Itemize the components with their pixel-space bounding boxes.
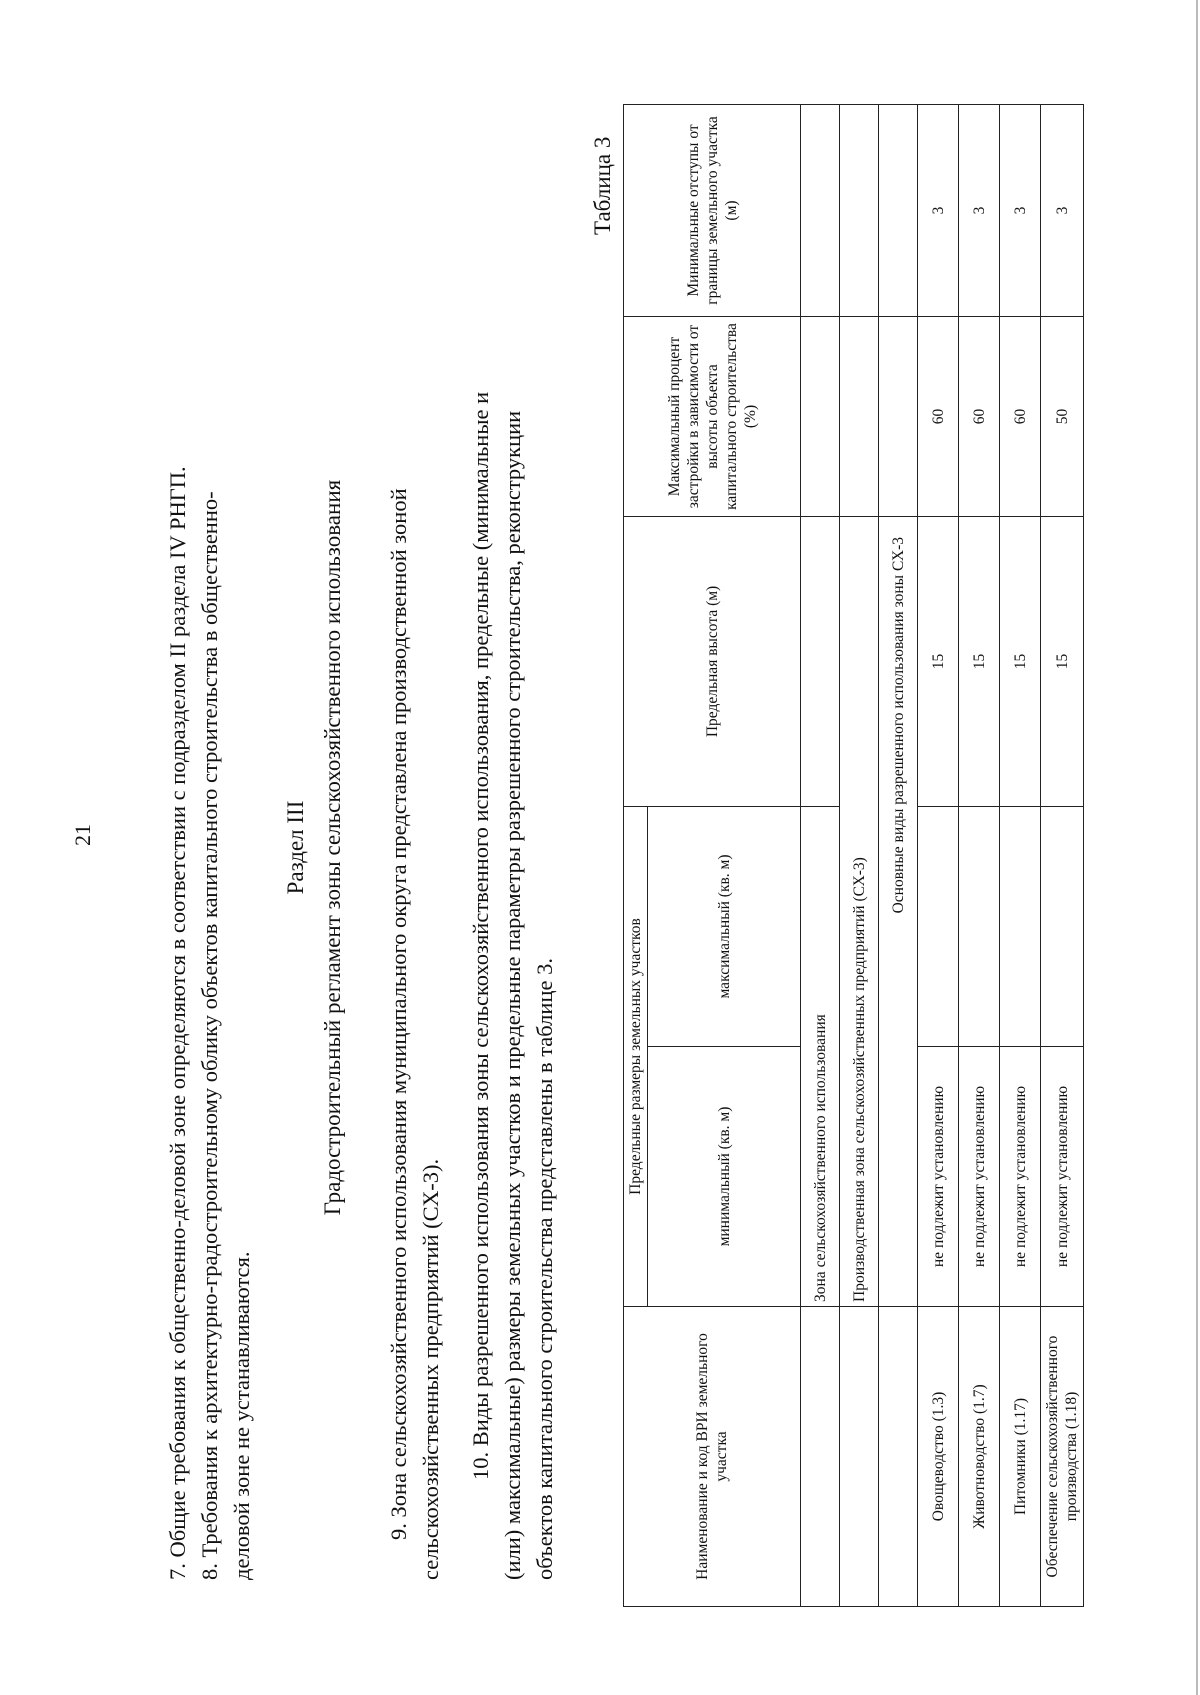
row-name: Животноводство (1.7) (959, 1307, 1000, 1607)
subzone-row-label: Производственная зона сельскохозяйственных предприятий (СХ-3) (840, 516, 879, 1306)
row-percent: 60 (959, 316, 1000, 516)
row-setback: 3 (1000, 104, 1041, 316)
paragraph-9: 9. Зона сельскохозяйственного использования муниципального округа представлена производственной зоной (386, 488, 411, 1540)
paragraph-8-cont: деловой зоне не устанавливаются. (229, 1251, 254, 1580)
table-row (1041, 104, 1084, 1606)
row-min: не подлежит установлению (1000, 1047, 1041, 1307)
row-percent: 50 (1041, 316, 1084, 516)
table-caption: Таблица 3 (590, 136, 615, 235)
row-height: 15 (1000, 516, 1041, 806)
header-min: минимальный (кв. м) (648, 1047, 801, 1307)
row-percent: 60 (918, 316, 959, 516)
section-subtitle: Градостроительный регламент зоны сельскохозяйственного использования (320, 479, 345, 1216)
row-min: не подлежит установлению (1041, 1047, 1084, 1307)
kinds-row-empty (879, 1307, 918, 1607)
row-min: не подлежит установлению (959, 1047, 1000, 1307)
row-max (1041, 806, 1084, 1046)
kinds-row (879, 104, 918, 1606)
header-sizes: Предельные размеры земельных участков (624, 806, 648, 1306)
row-name: Овощеводство (1.3) (918, 1307, 959, 1607)
subzone-row (840, 104, 879, 1606)
regulation-table (623, 104, 1084, 1607)
row-setback: 3 (959, 104, 1000, 316)
paragraph-7: 7. Общие требования к общественно-деловой зоне определяются в соответствии с подразделом II раздела IV РНГП. (165, 466, 190, 1580)
row-min: не подлежит установлению (918, 1047, 959, 1307)
paragraph-10-end: объектов капитального строительства представлены в таблице 3. (532, 958, 557, 1580)
page-number: 21 (70, 824, 95, 846)
table-row (1000, 104, 1041, 1606)
row-setback: 3 (1041, 104, 1084, 316)
header-height: Предельная высота (м) (624, 516, 801, 806)
row-height: 15 (918, 516, 959, 806)
table-row (918, 104, 959, 1606)
zone-row-empty (801, 1307, 840, 1607)
header-setback: Минимальные отступы от границы земельного участка (м) (624, 104, 801, 316)
row-height: 15 (959, 516, 1000, 806)
header-max: максимальный (кв. м) (648, 806, 801, 1046)
row-name: Обеспечение сельскохозяйственного производства (1.18) (1041, 1307, 1084, 1607)
row-max (1000, 806, 1041, 1046)
kinds-row-label: Основные виды разрешенного использования зоны СХ-3 (879, 516, 918, 1306)
paragraph-10-cont: (или) максимальные) размеры земельных участков и предельные параметры разрешенного строительства, реконструкции (500, 410, 525, 1580)
subzone-row-empty (840, 1307, 879, 1607)
header-percent: Максимальный процент застройки в зависимости от высоты объекта капитального строительства (%) (624, 316, 801, 516)
paragraph-8: 8. Требования к архитектурно-градостроительному облику объектов капитального строительства в общественно- (197, 491, 222, 1580)
paragraph-9-cont: сельскохозяйственных предприятий (СХ-3). (418, 1158, 443, 1580)
zone-row-label: Зона сельскохозяйственного использования (801, 806, 840, 1306)
zone-row (801, 104, 840, 1606)
row-height: 15 (1041, 516, 1084, 806)
header-name: Наименование и код ВРИ земельного участка (624, 1307, 801, 1607)
paragraph-10: 10. Виды разрешенного использования зоны сельскохозяйственного использования, предельные (минимальные и (468, 391, 493, 1480)
section-title: Раздел III (283, 800, 308, 895)
row-setback: 3 (918, 104, 959, 316)
header-row-1 (624, 104, 648, 1606)
row-name: Питомники (1.17) (1000, 1307, 1041, 1607)
table-row (959, 104, 1000, 1606)
row-max (959, 806, 1000, 1046)
row-percent: 60 (1000, 316, 1041, 516)
row-max (918, 806, 959, 1046)
